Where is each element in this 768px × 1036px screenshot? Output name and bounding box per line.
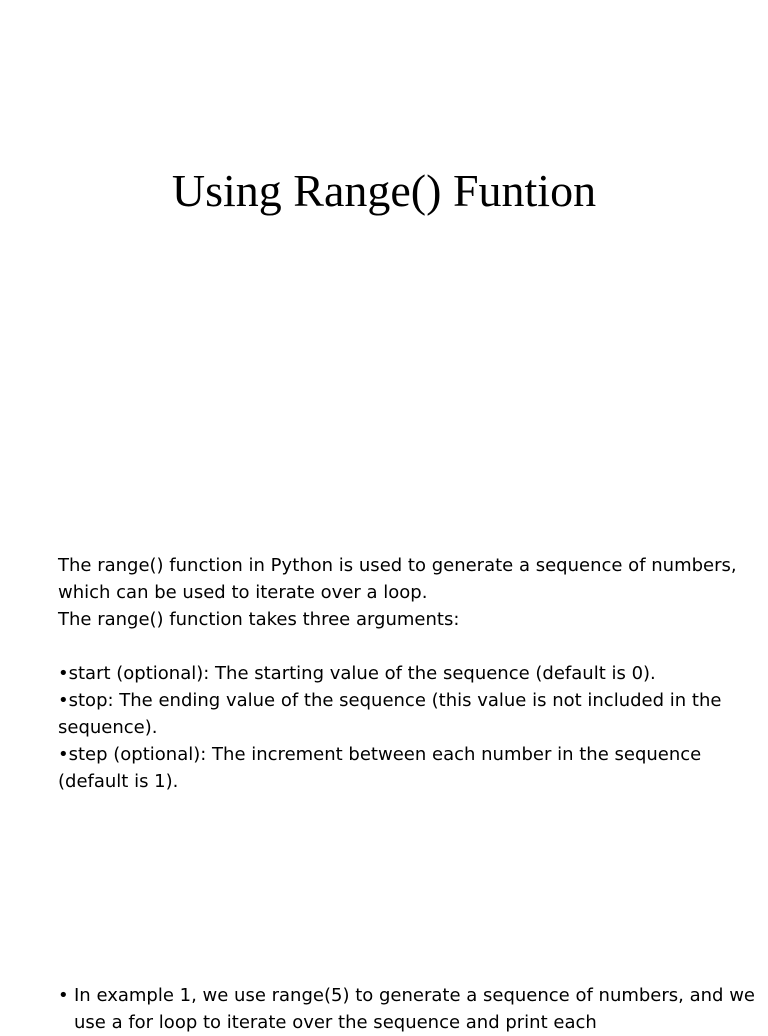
argument-item: •step (optional): The increment between each number in the sequence (default is 1).: [58, 744, 702, 792]
intro-line: The range() function in Python is used to generate a sequence of numbers, which can be used to iterate over a loop.: [58, 555, 737, 603]
slide-body: [58, 552, 758, 795]
bullet-icon: •: [58, 985, 69, 1006]
paragraph-spacer: [58, 633, 758, 660]
argument-item: •start (optional): The starting value of the sequence (default is 0).: [58, 663, 656, 684]
argument-item: •stop: The ending value of the sequence (this value is not included in the sequence).: [58, 690, 722, 738]
list-item: [58, 982, 758, 1036]
example-list: [58, 982, 758, 1036]
slide-title: Using Range() Funtion: [171, 165, 597, 216]
example-note: In example 1, we use range(5) to generate a sequence of numbers, and we use a for loop to iterate over the sequence and print each: [74, 985, 755, 1033]
intro-line: The range() function takes three arguments:: [58, 609, 460, 630]
